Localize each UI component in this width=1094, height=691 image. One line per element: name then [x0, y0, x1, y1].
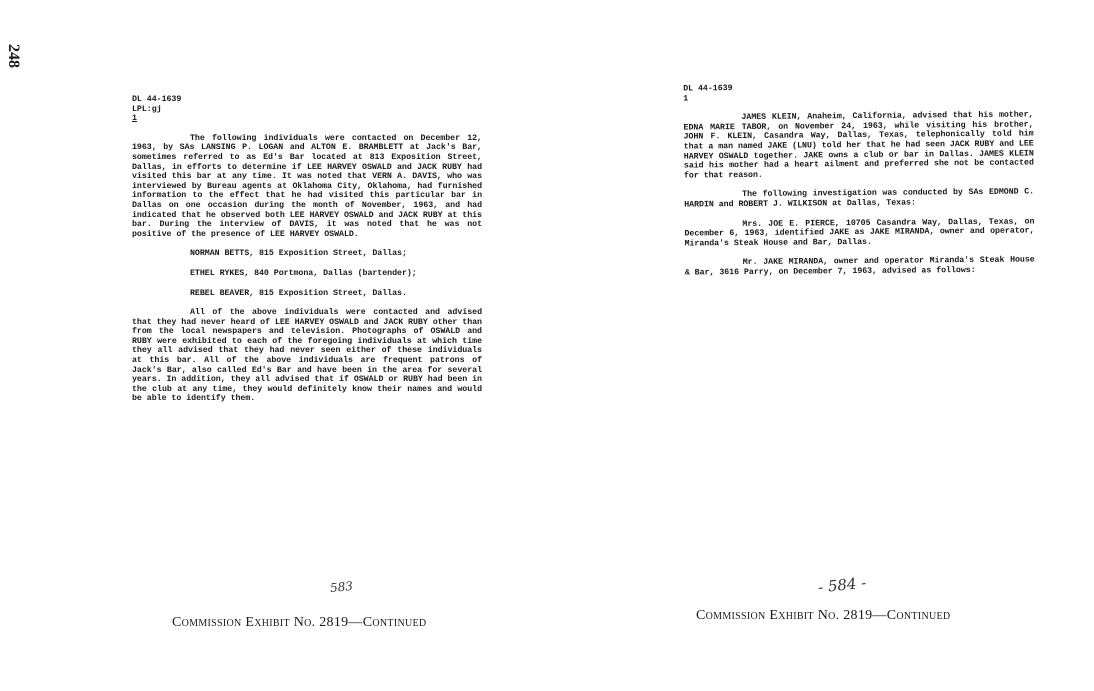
- exhibit-caption: Commission Exhibit No. 2819—Continued: [696, 608, 951, 623]
- handwritten-page-number: 583: [329, 578, 354, 596]
- person-entry: ETHEL RYKES, 840 Portmona, Dallas (bartender);: [190, 268, 417, 278]
- investigation-paragraph: The following investigation was conducted by SAs EDMOND C. HARDIN and ROBERT J. WILKISON at Dallas, Texas:: [684, 187, 1035, 210]
- exhibit-caption: Commission Exhibit No. 2819—Continued: [172, 615, 427, 630]
- memo-page: 1: [683, 94, 689, 104]
- memo-page: 1: [132, 114, 137, 124]
- person-entry: REBEL BEAVER, 815 Exposition Street, Dallas.: [190, 288, 407, 298]
- person-entry: NORMAN BETTS, 815 Exposition Street, Dallas;: [190, 249, 407, 259]
- closing-paragraph: All of the above individuals were contacted and advised that they had never heard of LEE HARVEY OSWALD and JACK RUBY other than from the local newspapers and television. Photographs of OSWALD and RUBY were exhibited to each of the foregoing individuals at which time they all advised that they had never seen either of these individuals at this bar. All of the above individuals are frequent patrons of Jack's Bar, also called Ed's Bar and have been in the area for several years. In addition, they all advised that if OSWALD or RUBY had been in the club at any time, they would definitely know their names and would be able to identify them.: [132, 308, 482, 404]
- handwritten-page-number: - 584 -: [817, 573, 868, 597]
- miranda-paragraph: Mr. JAKE MIRANDA, owner and operator Miranda's Steak House & Bar, 3616 Parry, on December 7, 1963, advised as follows:: [684, 255, 1035, 278]
- right-memo: [683, 81, 1035, 278]
- intro-paragraph: The following individuals were contacted on December 12, 1963, by SAs LANSING P. LOGAN and ALTON E. BRAMBLETT at Jack's Bar, sometimes referred to as Ed's Bar located at 813 Exposition Street, Dallas, in efforts to determine if LEE HARVEY OSWALD and JACK RUBY had visited this bar at any time. It was noted that VERN A. DAVIS, who was interviewed by Bureau agents at Oklahoma City, Oklahoma, had furnished information to the effect that he had visited this particular bar in Dallas on one occasion during the month of November, 1963, and had indicated that he observed both LEE HARVEY OSWALD and JACK RUBY at this bar. During the interview of DAVIS, it was noted that he was not positive of the presence of LEE HARVEY OSWALD.: [132, 133, 482, 239]
- pierce-paragraph: Mrs. JOE E. PIERCE, 10705 Casandra Way, Dallas, Texas, on December 6, 1963, identified JAKE as JAKE MIRANDA, owner and operator, Miranda's Steak House and Bar, Dallas.: [684, 217, 1035, 249]
- file-number: DL 44-1639: [132, 95, 182, 104]
- left-memo: [132, 95, 482, 404]
- file-number: DL 44-1639: [683, 84, 733, 94]
- klein-paragraph: JAMES KLEIN, Anaheim, California, advised that his mother, EDNA MARIE TABOR, on November 24, 1963, while visiting his brother, JOHN F. KLEIN, Casandra Way, Dallas, Texas, telephonically told him that a man named JAKE (LNU) told her that he had seen JACK RUBY and LEE HARVEY OSWALD together. JAKE owns a club or bar in Dallas. JAMES KLEIN said his mother had a heart ailment and preferred she not be contacted for that reason.: [683, 110, 1034, 181]
- initials: LPL:gj: [132, 104, 162, 114]
- page-number: 248: [5, 44, 22, 68]
